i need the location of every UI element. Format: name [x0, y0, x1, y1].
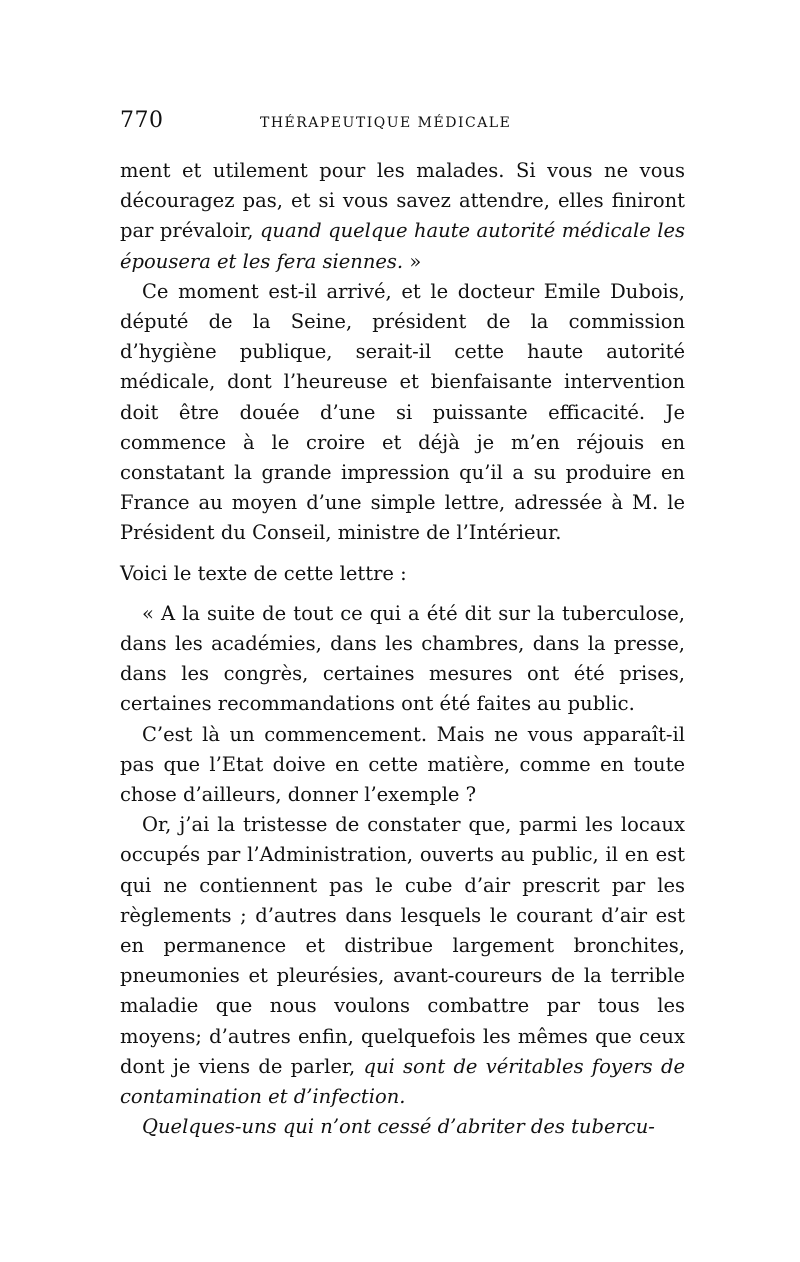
paragraph: [120, 1112, 685, 1142]
page-header: [120, 108, 685, 148]
text-run: C’est là un commencement. Mais ne vous apparaît-il pas que l’Etat doive en cette matière, comme en toute chose d’ailleurs, donner l’exemple ?: [120, 722, 685, 807]
book-page: [120, 108, 685, 1143]
paragraph: [120, 277, 685, 549]
italic-text-run: quand quelque haute autorité médicale les épousera et les fera siennes.: [120, 219, 686, 273]
text-run: ment et utilement pour les malades. Si vous ne vous découragez pas, et si vous savez attendre, elles finiront par prévaloir,: [120, 159, 685, 243]
page-number: 770: [120, 108, 164, 133]
body-text: [120, 156, 685, 1143]
text-run: Or, j’ai la tristesse de constater que, parmi les locaux occupés par l’Administration, ouverts au public, il en est qui ne contiennent pas le cube d’air prescrit par les règlements ; d’autres dans lesquels le courant d’air est en permanence et distribue largement bronchites, pneumonies et pleurésies, avant-coureurs de la terrible maladie que nous voulons combattre par tous les moyens; d’autres enfin, quelquefois les mêmes que ceux dont je viens de parler,: [120, 813, 685, 1078]
text-run: »: [403, 249, 422, 273]
paragraph: [120, 156, 685, 277]
paragraph: [120, 559, 685, 589]
paragraph: [120, 810, 685, 1112]
paragraph: [120, 599, 685, 720]
paragraph: [120, 720, 685, 811]
italic-text-run: Quelques-uns qui n’ont cessé d’abriter des tubercu-: [142, 1115, 655, 1139]
text-run: Ce moment est-il arrivé, et le docteur Emile Dubois, député de la Seine, président de la commission d’hygiène publique, serait-il cette haute autorité médicale, dont l’heureuse et bienfaisante intervention doit être douée d’une si puissante efficacité. Je commence à le croire et déjà je m’en réjouis en constatant la grande impression qu’il a su produire en France au moyen d’une simple lettre, adressée à M. le Président du Conseil, ministre de l’Intérieur.: [120, 279, 685, 545]
text-run: « A la suite de tout ce qui a été dit sur la tuberculose, dans les académies, dans les chambres, dans la presse, dans les congrès, certaines mesures ont été prises, certaines recommandations ont été faites au public.: [120, 601, 685, 716]
running-title: THÉRAPEUTIQUE MÉDICALE: [260, 115, 512, 131]
text-run: Voici le texte de cette lettre :: [120, 561, 407, 585]
italic-text-run: qui sont de véritables foyers de contamination et d’infection.: [120, 1054, 685, 1109]
